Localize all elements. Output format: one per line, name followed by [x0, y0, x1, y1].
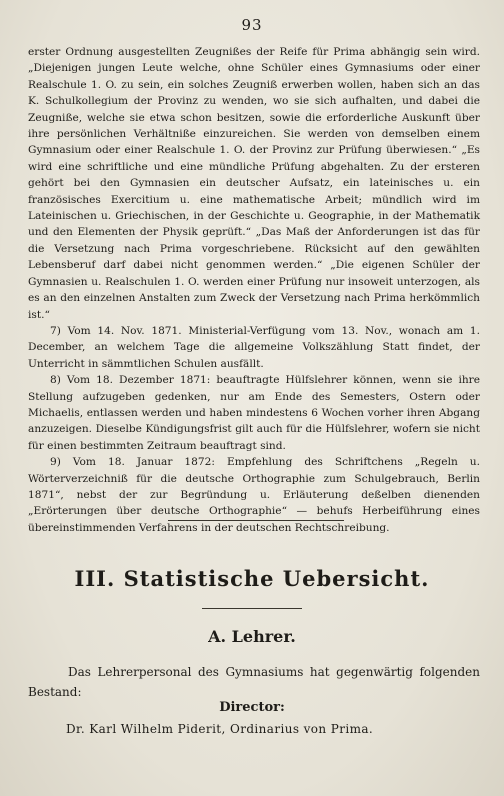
staff-intro [28, 662, 480, 702]
divider-rule-short [202, 608, 302, 609]
subsection-title: A. Lehrer. [208, 627, 296, 646]
person-line: Dr. Karl Wilhelm Piderit, Ordinarius von Prima. [66, 722, 374, 736]
section-title: III. Statistische Uebersicht. [74, 566, 430, 591]
main-text [28, 44, 480, 536]
paragraph-item-8: 8) Vom 18. Dezember 1871: beauftragte Hülfslehrer können, wenn sie ihre Stellung aufzugeben gedenken, nur am Ende des Semesters, Ostern oder Michaelis, entlassen werden und haben mindestens 6 Wochen vorher ihren Abgang anzuzeigen. Dieselbe Kündigungsfrist gilt auch für die Hülfslehrer, wofern sie nicht für einen bestimmten Zeitraum beauftragt sind. [28, 374, 480, 452]
paragraph-item-7: 7) Vom 14. Nov. 1871. Ministerial-Verfügung vom 13. Nov., wonach am 1. December, an welchem Tage die allgemeine Volkszählung Statt findet, der Unterricht in sämmtlichen Schulen ausfällt. [28, 324, 480, 370]
paragraph-item-9: 9) Vom 18. Januar 1872: Empfehlung des Schriftchens „Regeln u. Wörterverzeichniß für die deutsche Orthographie zum Schulgebrauch, Berlin 1871“, nebst der zur Begründung u. Erläuterung deßelben dienenden „Erörterungen über deutsche Orthographie“ — behufs Herbeiführung eines übereinstimmenden Verfahrens in der deutschen Rechtschreibung. [28, 456, 480, 534]
divider-rule [168, 520, 344, 521]
page-number: 93 [241, 16, 263, 34]
paragraph-continuation: erster Ordnung ausgestellten Zeugnißes der Reife für Prima abhängig sein wird. „Diejenigen jungen Leute welche, ohne Schüler eines Gymnasiums oder einer Realschule 1. O. zu sein, ein solches Zeugniß erwerben wollen, haben sich an das K. Schulkollegium der Provinz zu wenden, wo sie sich aufhalten, und dabei die Zeugniße, welche sie etwa schon besitzen, sowie die erforderliche Auskunft über ihre persönlichen Verhältniße einzureichen. Sie werden von demselben einem Gymnasium oder einer Realschule 1. O. der Provinz zur Prüfung überwiesen.“ „Es wird eine schriftliche und eine mündliche Prüfung abgehalten. Zu der ersteren gehört bei den Gymnasien ein deutscher Aufsatz, ein lateinisches u. ein französisches Exercitium u. eine mathematische Arbeit; mündlich wird im Lateinischen u. Griechischen, in der Geschichte u. Geographie, in der Mathematik und den Elementen der Physik geprüft.“ „Das Maß der Anforderungen ist das für die Versetzung nach Prima vorgeschriebene. Rücksicht auf den gewählten Lebensberuf darf dabei nicht genommen werden.“ „Die eigenen Schüler der Gymnasien u. Realschulen 1. O. werden einer Prüfung nur insoweit unterzogen, als es an den einzelnen Anstalten zum Zweck der Versetzung nach Prima herkömmlich ist.“ [28, 46, 480, 321]
staff-intro-text: Das Lehrerpersonal des Gymnasiums hat gegenwärtig folgenden Bestand: [28, 665, 480, 699]
role-heading: Director: [219, 700, 285, 715]
